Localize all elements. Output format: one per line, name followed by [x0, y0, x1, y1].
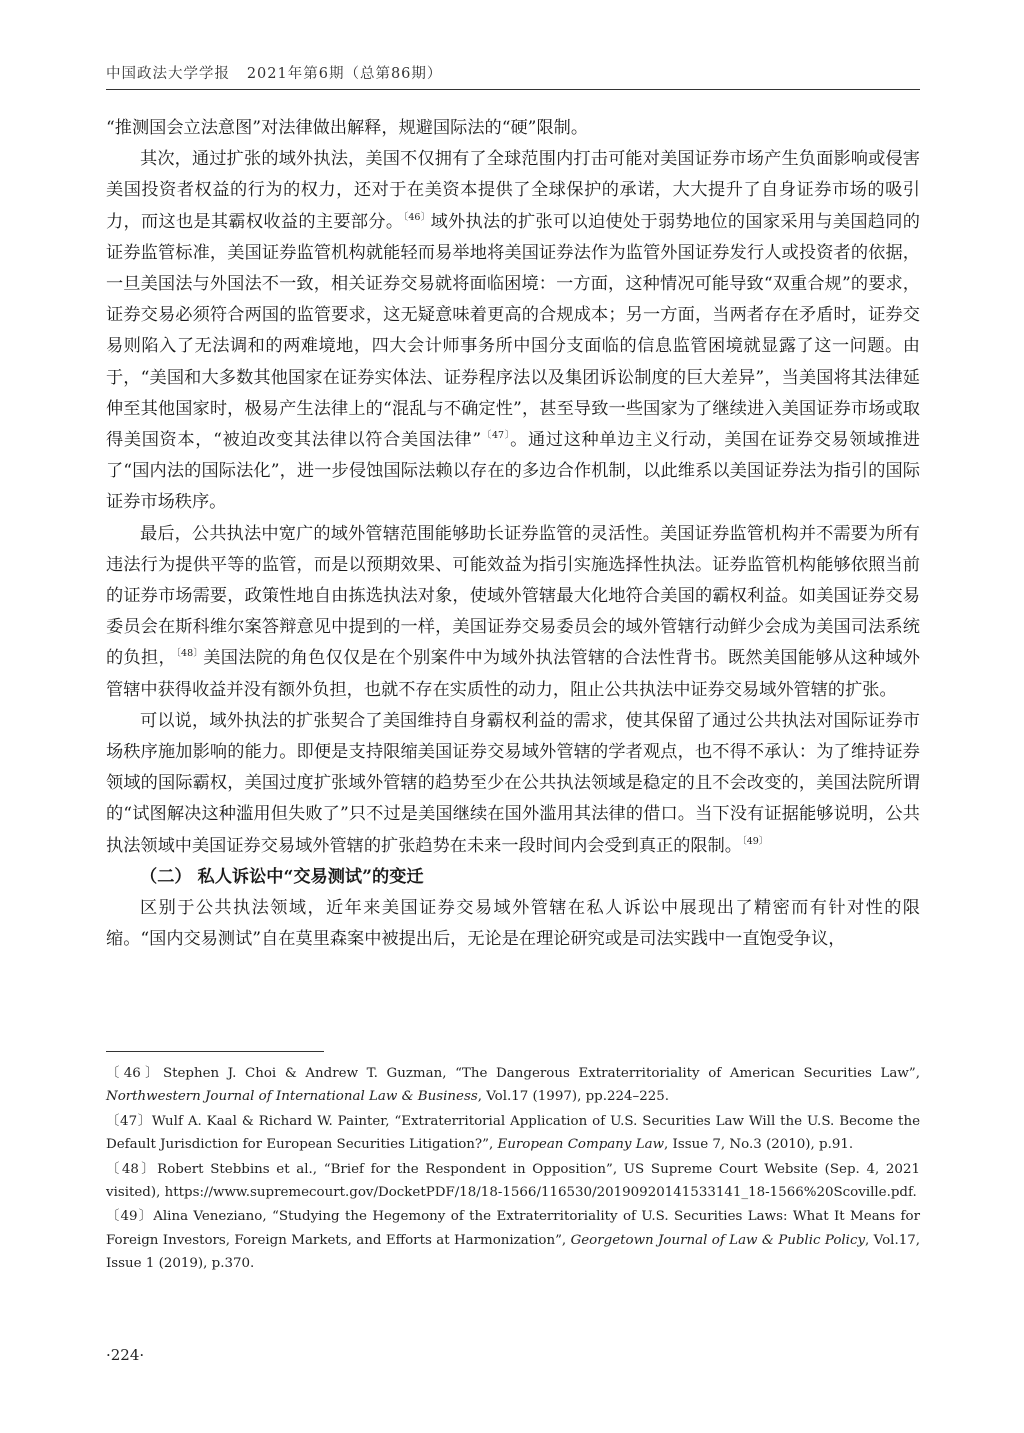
body-paragraph: 区别于公共执法领域，近年来美国证券交易域外管辖在私人诉讼中展现出了精密而有针对性的限缩。“国内交易测试”自在莫里森案中被提出后，无论是在理论研究或是司法实践中一直饱受争议， [106, 898, 920, 950]
footnote-ref[interactable]: 〔48〕 [175, 648, 204, 660]
footnote-number: 〔46〕 [106, 1066, 163, 1081]
footnote-ref[interactable]: 〔47〕 [481, 430, 511, 442]
footnote-journal-title: European Company Law [497, 1137, 665, 1153]
footnote-ref[interactable]: 〔46〕 [403, 211, 431, 223]
page-number: ·224· [106, 1346, 145, 1364]
footnote-rule [106, 1051, 324, 1052]
footnote-text: Alina Veneziano, “Studying the Hegemony of the Extraterritoriality of U.S. Securities Laws: What It Means for Foreign Investors, Foreign Markets, and Efforts at Harmonization”, [106, 1209, 920, 1248]
journal-name: 中国政法大学学报 [106, 66, 230, 82]
footnote-number: 〔49〕 [106, 1209, 154, 1225]
body-paragraph: 最后，公共执法中宽广的域外管辖范围能够助长证券监管的灵活性。美国证券监管机构并不需要为所有违法行为提供平等的监管，而是以预期效果、可能效益为指引实施选择性执法。证券监管机构能够依照当前的证券市场需要，政策性地自由拣选执法对象，使域外管辖最大化地符合美国的霸权利益。如美国证券交易委员会在斯科维尔案答辩意见中提到的一样，美国证券交易委员会的域外管辖行动鲜少会成为美国司法系统的负担，$^{〔48〕}$美国法院的角色仅仅是在个别案件中为域外执法管辖的合法性背书。既然美国能够从这种域外管辖中获得收益并没有额外负担，也就不存在实质性的动力，阻止公共执法中证券交易域外管辖的扩张。 [106, 523, 920, 700]
footnote-number: 〔48〕 [106, 1161, 158, 1177]
body-paragraph: 可以说，域外执法的扩张契合了美国维持自身霸权利益的需求，使其保留了通过公共执法对国际证券市场秩序施加影响的能力。即便是支持限缩美国证券交易域外管辖的学者观点，也不得不承认：为了维持证券领域的国际霸权，美国过度扩张域外管辖的趋势至少在公共执法领域是稳定的且不会改变的，美国法院所谓的“试图解决这种滥用但失败了”只不过是美国继续在国外滥用其法律的借口。当下没有证据能够说明，公共执法领域中美国证券交易域外管辖的扩张趋势在未来一段时间内会受到真正的限制。$^{〔49〕}$ [106, 710, 920, 856]
footnote-text: , Issue 7, No.3 (2010), p.91. [664, 1137, 854, 1153]
footnote-item [106, 1110, 920, 1157]
running-header [106, 62, 920, 83]
body-paragraph: “推测国会立法意图”对法律做出解释，规避国际法的“硬”限制。 [106, 118, 589, 138]
footnote-item [106, 1205, 920, 1275]
body-paragraph: 其次，通过扩张的域外执法，美国不仅拥有了全球范围内打击可能对美国证券市场产生负面影响或侵害美国投资者权益的行为的权力，还对于在美资本提供了全球保护的承诺，大大提升了自身证券市场的吸引力，而这也是其霸权收益的主要部分。$^{〔46〕}$域外执法的扩张可以迫使处于弱势地位的国家采用与美国趋同的证券监管标准，美国证券监管机构就能轻而易举地将美国证券法作为监管外国证券发行人或投资者的依据，一旦美国法与外国法不一致，相关证券交易就将面临困境：一方面，这种情况可能导致“双重合规”的要求，证券交易必须符合两国的监管要求，这无疑意味着更高的合规成本；另一方面，当两者存在矛盾时，证券交易则陷入了无法调和的两难境地，四大会计师事务所中国分支面临的信息监管困境就显露了这一问题。由于，“美国和大多数其他国家在证券实体法、证券程序法以及集团诉讼制度的巨大差异”，当美国将其法律延伸至其他国家时，极易产生法律上的“混乱与不确定性”，甚至导致一些国家为了继续进入美国证券市场或取得美国资本，“被迫改变其法律以符合美国法律”$^{〔47〕}$。通过这种单边主义行动，美国在证券交易领域推进了“国内法的国际法化”，进一步侵蚀国际法赖以存在的多边合作机制，以此维系以美国证券法为指引的国际证券市场秩序。 [106, 149, 920, 513]
footnotes [106, 1062, 920, 1277]
article-body [106, 113, 920, 955]
footnote-journal-title: Northwestern Journal of International Law & Business [106, 1089, 478, 1105]
footnote-ref[interactable]: 〔49〕 [741, 835, 769, 847]
footnote-text: , Vol.17, Issue 1 (2019), p.370. [106, 1232, 920, 1272]
footnote-text: Wulf A. Kaal & Richard W. Painter, “Extraterritorial Application of U.S. Securities Law Will the U.S. Become the Default Jurisdiction for European Securities Litigation?”, [106, 1113, 920, 1153]
footnote-item [106, 1158, 920, 1205]
section-heading: （二） 私人诉讼中“交易测试”的变迁 [140, 866, 424, 887]
footnote-item [106, 1062, 920, 1109]
issue-info: 2021年第6期（总第86期） [246, 66, 443, 82]
footnote-number: 〔47〕 [106, 1113, 152, 1129]
footnote-text: , Vol.17 (1997), pp.224–225. [477, 1089, 670, 1105]
footnote-text: Stephen J. Choi & Andrew T. Guzman, “The Dangerous Extraterritoriality of American Securities Law”, [162, 1066, 920, 1081]
footnote-text: Robert Stebbins et al., “Brief for the Respondent in Opposition”, US Supreme Court Website (Sep. 4, 2021 visited), https://www.supremecourt.gov/DocketPDF/18/18-1566/116530/20190920141533141_18-1566%20Scoville.pdf. [106, 1161, 920, 1201]
footnote-journal-title: Georgetown Journal of Law & Public Policy [570, 1232, 866, 1248]
header-rule [106, 89, 920, 90]
